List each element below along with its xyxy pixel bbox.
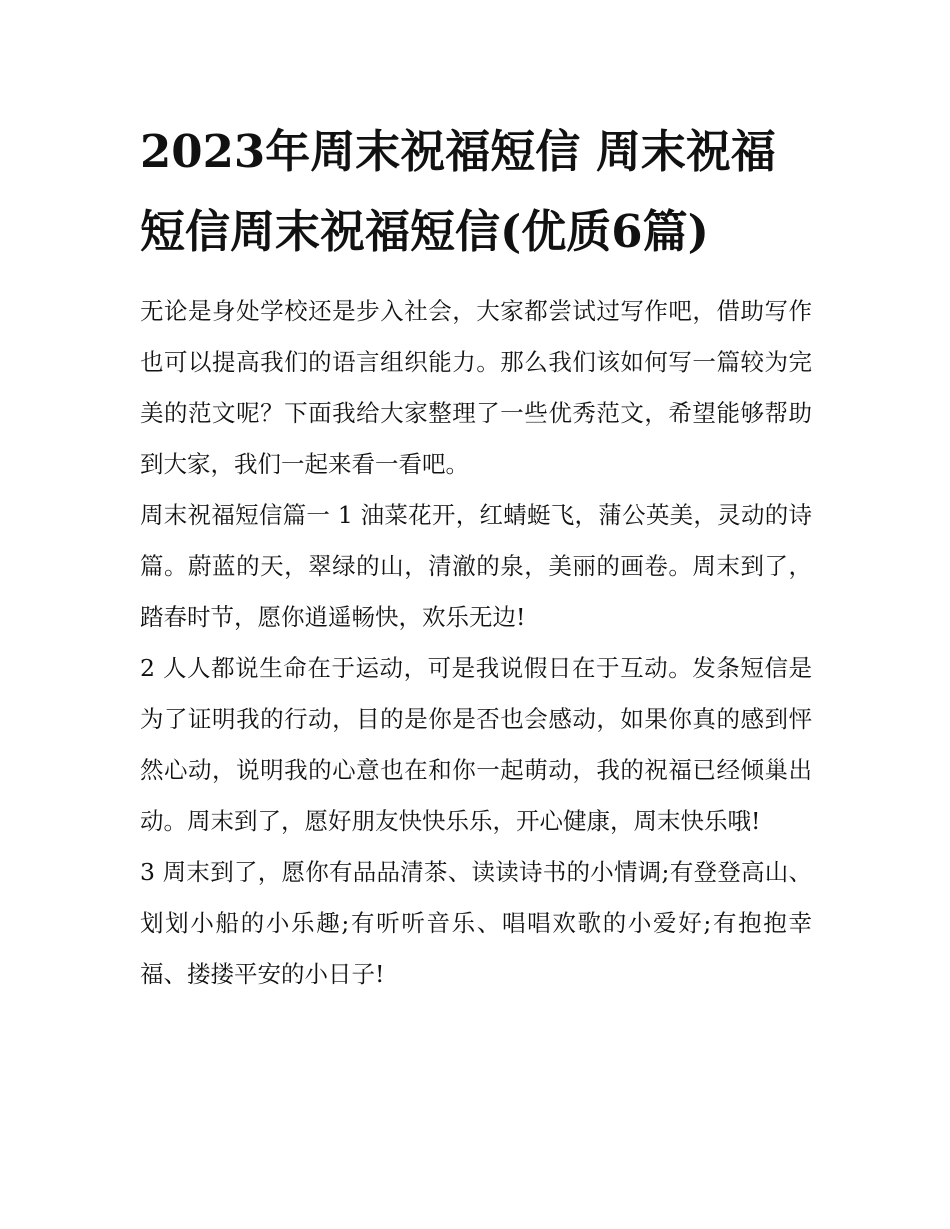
document-title: 2023年周末祝福短信 周末祝福短信周末祝福短信(优质6篇) [140, 125, 776, 258]
intro-paragraph: 无论是身处学校还是步入社会，大家都尝试过写作吧，借助写作也可以提高我们的语言组织能力。那么我们该如何写一篇较为完美的范文呢？下面我给大家整理了一些优秀范文，希望能够帮助到大家，我们一起来看一看吧。 [140, 297, 812, 478]
message-2-paragraph: 2 人人都说生命在于运动，可是我说假日在于互动。发条短信是为了证明我的行动，目的是你是否也会感动，如果你真的感到怦然心动，说明我的心意也在和你一起萌动，我的祝福已经倾巢出动。周末到了，愿好朋友快快乐乐，开心健康，周末快乐哦! [140, 654, 812, 835]
message-1-paragraph: 周末祝福短信篇一 1 油菜花开，红蜻蜓飞，蒲公英美，灵动的诗篇。蔚蓝的天，翠绿的山，清澈的泉，美丽的画卷。周末到了，踏春时节，愿你逍遥畅快，欢乐无边! [140, 501, 812, 631]
message-3-paragraph: 3 周末到了，愿你有品品清茶、读读诗书的小情调;有登登高山、划划小船的小乐趣;有听听音乐、唱唱欢歌的小爱好;有抱抱幸福、搂搂平安的小日子! [140, 858, 812, 988]
document-body [140, 112, 812, 1000]
